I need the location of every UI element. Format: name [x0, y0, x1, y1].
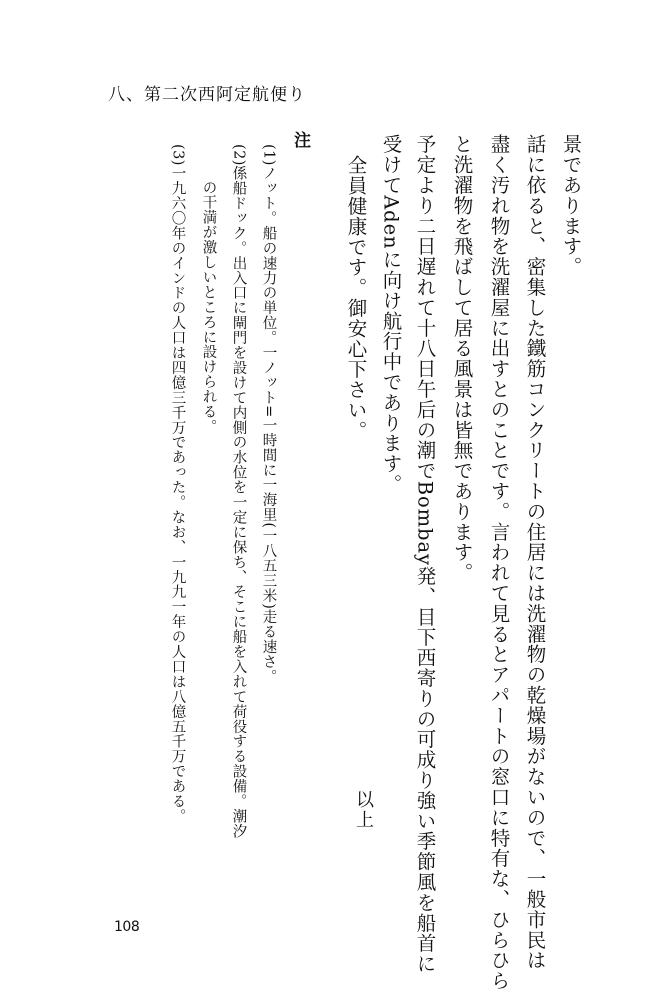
note-line: (3)一九六〇年のインドの人口は四億三千万であった。なお、一九九一年の人口は八億五千万である。: [169, 144, 186, 824]
body-line: 受けてAdenに向け航行中であります。: [379, 134, 403, 495]
running-head: 八、第二次西阿定航便り: [108, 85, 306, 105]
body-line: 話に依ると、密集した鐵筋コンクリートの住居には洗濯物の乾燥場がないので、一般市民は: [523, 134, 547, 971]
note-line: の干満が激しいところに設けられる。: [200, 180, 217, 435]
body-line: と洗濯物を飛ばして居る風景は皆無であります。: [450, 134, 474, 583]
body-line: 全員健康です。御安心下さい。: [344, 155, 368, 441]
note-line: (1)ノット。船の速力の単位。一ノット=一時間に一海里(一八五三米)走る速さ。: [260, 144, 277, 685]
body-line: 予定より二日遅れて十八日午后の潮でBombay発、目下西寄りの可成り強い季節風を船首に: [413, 134, 437, 974]
note-line: (2)係船ドック。出入口に閘門を設けて内側の水位を一定に保ち、そこに船を入れて荷役する設備。潮汐: [230, 144, 247, 839]
notes-heading: 注: [290, 131, 310, 148]
body-line: 盡く汚れ物を洗濯屋に出すとのことです。言われて見るとアパートの窓口に特有な、ひらひら: [487, 134, 511, 991]
body-line: 景であります。: [559, 134, 583, 277]
closing-signoff: 以上: [353, 790, 374, 830]
page-number: 108: [114, 919, 140, 935]
